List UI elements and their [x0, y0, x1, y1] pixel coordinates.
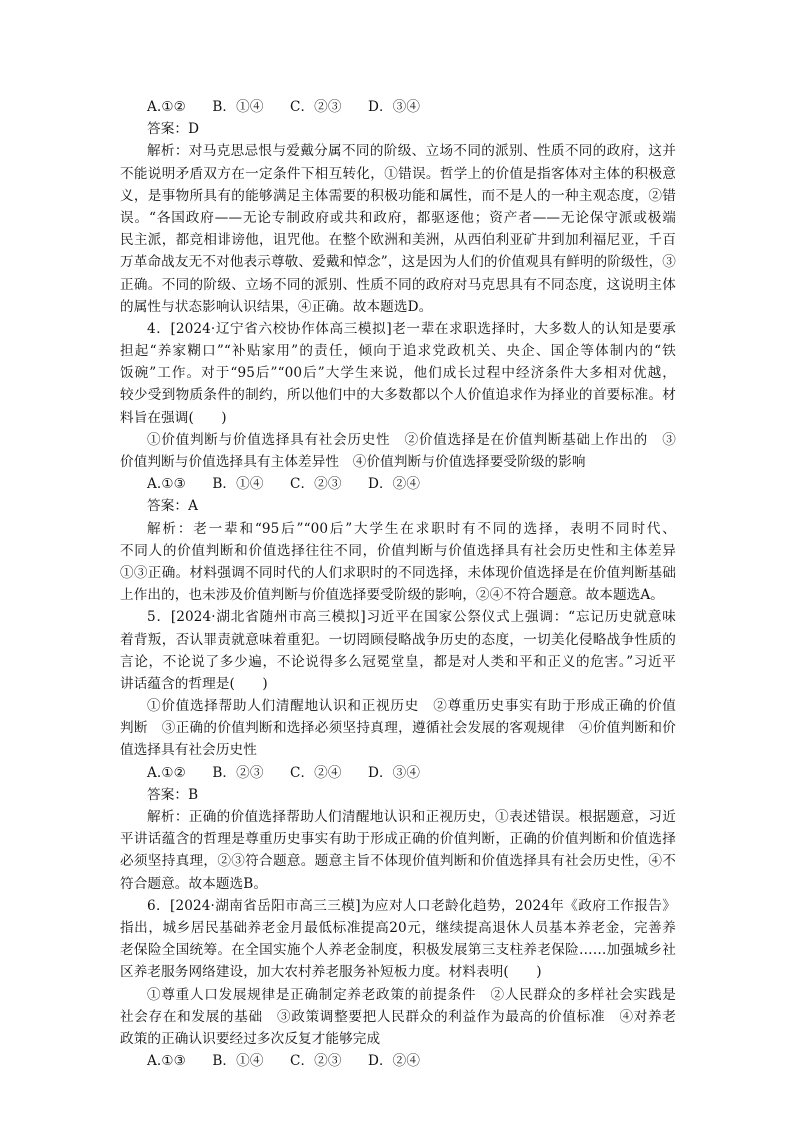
q4-stem-line: 饭碗”工作。对于“95后”“00后”大学生来说，他们成长过程中经济条件大多相对优越，: [120, 365, 676, 382]
q5-analysis-line: 平讲话蕴含的哲理是尊重历史事实有助于形成正确的价值判断，正确的价值判断和价值选择: [120, 831, 676, 848]
q3-option-c: C．②③: [289, 99, 342, 115]
q4-answer: 答案：A: [147, 498, 198, 515]
q3-option-a: A.①②: [147, 99, 186, 115]
q3-option-b: B．①④: [212, 99, 264, 115]
q4-option-d: D．②④: [367, 476, 421, 493]
q6-option-b: B．①④: [212, 1053, 264, 1070]
q6-stem-line: 指出，城乡居民基础养老金月最低标准提高20元，继续提高退休人员基本养老金，完善养: [120, 919, 676, 936]
q5-choice-line: 值选择具有社会历史性: [120, 742, 257, 759]
q5-option-d: D．③④: [367, 764, 421, 781]
q3-option-d: D．③④: [367, 99, 421, 115]
q4-stem-line: 较少受到物质条件的制约，所以他们中的大多数都以个人价值追求作为择业的首要标准。材: [120, 387, 676, 404]
q5-stem-line: 5．[2024·湖北省随州市高三模拟]习近平在国家公祭仪式上强调：“忘记历史就意味: [147, 609, 676, 626]
q4-choice-line: 价值判断与价值选择具有主体差异性 ④价值判断与价值选择要受阶级的影响: [120, 454, 586, 470]
q4-stem-line: 4．[2024·辽宁省六校协作体高三模拟]老一辈在求职选择时，大多数人的认知是要承: [147, 320, 676, 337]
q6-stem-line: 老保险全国统筹。在全国实施个人养老金制度，积极发展第三支柱养老保险……加强城乡社: [120, 942, 676, 959]
q6-option-c: C．②③: [289, 1053, 342, 1070]
q4-stem-line: 担起“养家糊口”“补贴家用”的责任，倾向于追求党政机关、央企、国企等体制内的“铁: [120, 343, 676, 360]
q5-stem-line: 着背叛，否认罪责就意味着重犯。一切罔顾侵略战争历史的态度，一切美化侵略战争性质的: [120, 631, 676, 648]
q5-option-c: C．②④: [289, 764, 342, 781]
q3-analysis-line: 解析：对马克思忌恨与爱戴分属不同的阶级、立场不同的派别、性质不同的政府，这并: [147, 143, 676, 160]
q3-options: [120, 96, 676, 118]
q6-choice-line: 社会存在和发展的基础 ③政策调整要把人民群众的利益作为最高的价值标准 ④对养老: [120, 1008, 676, 1025]
q3-analysis-line: 万革命战友无不对他表示尊敬、爱戴和悼念”，这是因为人们的价值观具有鲜明的阶级性，③: [120, 254, 676, 271]
q3-answer: 答案：D: [147, 121, 200, 138]
q6-stem-line: 区养老服务网络建设，加大农村养老服务补短板力度。材料表明( ): [120, 964, 542, 981]
q3-analysis-line: 不能说明矛盾双方在一定条件下相互转化，①错误。哲学上的价值是指客体对主体的积极意: [120, 165, 676, 182]
q6-option-d: D．②④: [367, 1053, 421, 1070]
q5-choice-line: ①价值选择帮助人们清醒地认识和正视历史 ②尊重历史事实有助于形成正确的价值: [147, 698, 676, 715]
q4-analysis-line: ①③正确。材料强调不同时代的人们求职时的不同选择，未体现价值选择是在价值判断基础: [120, 564, 676, 581]
q6-choice-line: 政策的正确认识要经过多次反复才能够完成: [120, 1030, 381, 1047]
q4-options: [120, 473, 676, 495]
q4-option-a: A.①③: [147, 476, 186, 493]
q6-choice-line: ①尊重人口发展规律是正确制定养老政策的前提条件 ②人民群众的多样社会实践是: [147, 986, 676, 1003]
q5-stem-line: 讲话蕴含的哲理是( ): [120, 675, 268, 692]
q5-analysis-line: 解析：正确的价值选择帮助人们清醒地认识和正视历史，①表述错误。根据题意，习近: [147, 809, 676, 825]
q5-analysis-line: 符合题意。故本题选B。: [120, 875, 268, 892]
q5-answer: 答案：B: [147, 786, 199, 803]
q3-analysis-line: 义，是事物所具有的能够满足主体需要的积极功能和属性，而不是人的一种主观态度，②错: [120, 187, 676, 204]
q4-analysis-line: 解析：老一辈和“95后”“00后”大学生在求职时有不同的选择，表明不同时代、: [147, 520, 676, 537]
q3-analysis-line: 民主派，都竞相诽谤他，诅咒他。在整个欧洲和美洲，从西伯利亚矿井到加利福尼亚，千百: [120, 232, 676, 249]
q5-options: [120, 762, 676, 784]
q4-option-b: B．①④: [212, 476, 264, 493]
document-page: [120, 96, 676, 1072]
q6-stem-line: 6．[2024·湖南省岳阳市高三三模]为应对人口老龄化趋势，2024年《政府工作报告》: [147, 897, 676, 914]
q3-analysis-line: 正确。不同的阶级、立场不同的派别、性质不同的政府对马克思具有不同态度，这说明主体: [120, 276, 676, 293]
q5-option-a: A.①②: [147, 764, 186, 781]
q4-choice-line: ①价值判断与价值选择具有社会历史性 ②价值选择是在价值判断基础上作出的 ③: [147, 431, 676, 448]
q3-analysis-line: 误。“各国政府——无论专制政府或共和政府，都驱逐他；资产者——无论保守派或极端: [120, 209, 676, 226]
q5-stem-line: 言论，不论说了多少遍，不论说得多么冠冕堂皇，都是对人类和平和正义的危害。”习近平: [120, 653, 676, 670]
q4-option-c: C．②③: [289, 476, 342, 493]
q4-analysis-line: 上作出的，也未涉及价值判断与价值选择要受阶级的影响，②④不符合题意。故本题选A。: [120, 587, 664, 604]
q3-analysis-line: 的属性与状态影响认识结果，④正确。故本题选D。: [120, 298, 433, 315]
q6-options: [120, 1050, 676, 1072]
q5-analysis-line: 必须坚持真理，②③符合题意。题意主旨不体现价值判断和价值选择具有社会历史性，④不: [120, 853, 676, 870]
q6-option-a: A.①③: [147, 1053, 186, 1070]
q4-analysis-line: 不同人的价值判断和价值选择往往不同，价值判断与价值选择具有社会历史性和主体差异: [120, 542, 676, 559]
q4-stem-line: 料旨在强调( ): [120, 409, 227, 426]
q5-option-b: B．②③: [212, 764, 264, 781]
q5-choice-line: 判断 ③正确的价值判断和选择必须坚持真理，遵循社会发展的客观规律 ④价值判断和价: [120, 720, 676, 737]
